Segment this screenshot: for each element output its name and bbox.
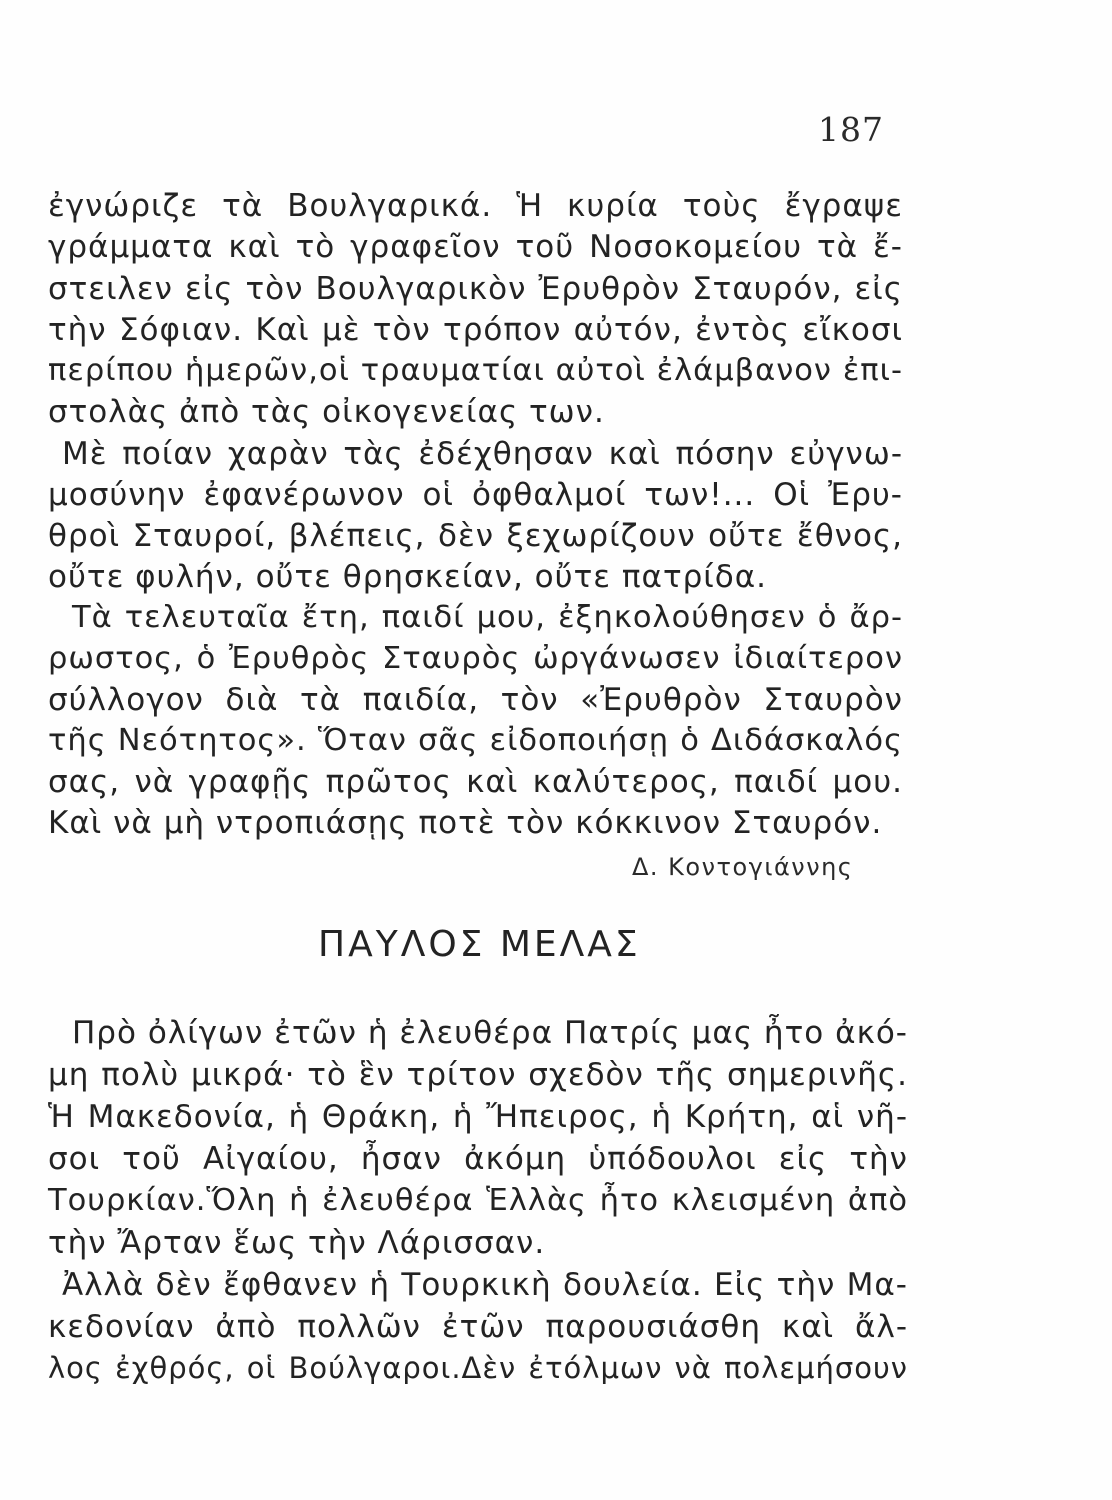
text-line: τὴν Σόφιαν. Καὶ μὲ τὸν τρόπον αὐτόν, ἐντὸς εἴκοσι bbox=[48, 312, 903, 348]
text-line: γράμματα καὶ τὸ γραφεῖον τοῦ Νοσοκομείου τὰ ἔ- bbox=[48, 229, 903, 265]
text-line: Πρὸ ὀλίγων ἐτῶν ἡ ἐλευθέρα Πατρίς μας ἦτο ἀκό- bbox=[72, 1015, 908, 1051]
section-title: ΠΑΥΛΟΣ ΜΕΛΑΣ bbox=[318, 924, 641, 965]
text-line: Καὶ νὰ μὴ ντροπιάσῃς ποτὲ τὸν κόκκινον Σταυρόν. bbox=[48, 805, 883, 841]
author-signature: Δ. Κοντογιάννης bbox=[632, 853, 854, 881]
text-line: σύλλογον διὰ τὰ παιδία, τὸν «Ἐρυθρὸν Σταυρὸν bbox=[48, 682, 903, 718]
text-line: θροὶ Σταυροί, βλέπεις, δὲν ξεχωρίζουν οὔτε ἔθνος, bbox=[48, 518, 903, 554]
text-line: Μὲ ποίαν χαρὰν τὰς ἐδέχθησαν καὶ πόσην εὐγνω- bbox=[62, 436, 903, 472]
text-line: στειλεν εἰς τὸν Βουλγαρικὸν Ἐρυθρὸν Σταυρόν, εἰς bbox=[48, 271, 903, 307]
text-line: περίπου ἡμερῶν,οἱ τραυματίαι αὐτοὶ ἐλάμβανον ἐπι- bbox=[48, 353, 903, 388]
text-line: Τουρκίαν.Ὅλη ἡ ἐλευθέρα Ἑλλὰς ἦτο κλεισμένη ἀπὸ bbox=[48, 1183, 908, 1218]
text-line: σας, νὰ γραφῇς πρῶτος καὶ καλύτερος, παιδί μου. bbox=[48, 764, 903, 800]
text-line: τὴν Ἄρταν ἕως τὴν Λάρισσαν. bbox=[48, 1225, 546, 1261]
text-line: στολὰς ἀπὸ τὰς οἰκογενείας των. bbox=[48, 394, 605, 430]
text-line: λος ἐχθρός, οἱ Βούλγαροι.Δὲν ἐτόλμων νὰ πολεμήσουν bbox=[48, 1351, 908, 1385]
text-line: οὔτε φυλήν, οὔτε θρησκείαν, οὔτε πατρίδα. bbox=[48, 559, 768, 595]
text-line: ἐγνώριζε τὰ Βουλγαρικά. Ἡ κυρία τοὺς ἔγραψε bbox=[48, 188, 903, 224]
text-line: ρωστος, ὁ Ἐρυθρὸς Σταυρὸς ὠργάνωσεν ἰδιαίτερον bbox=[48, 641, 903, 676]
text-line: μοσύνην ἐφανέρωνον οἱ ὀφθαλμοί των!... Οἱ Ἐρυ- bbox=[48, 477, 903, 513]
page-number: 187 bbox=[818, 110, 884, 149]
text-line: Ἡ Μακεδονία, ἡ Θράκη, ἡ Ἤπειρος, ἡ Κρήτη, αἱ νῆ- bbox=[48, 1099, 908, 1135]
text-line: σοι τοῦ Αἰγαίου, ἦσαν ἀκόμη ὑπόδουλοι εἰς τὴν bbox=[48, 1141, 908, 1177]
text-line: μη πολὺ μικρά· τὸ ἓν τρίτον σχεδὸν τῆς σημερινῆς. bbox=[48, 1057, 908, 1093]
text-line: τῆς Νεότητος». Ὅταν σᾶς εἰδοποιήσῃ ὁ Διδάσκαλός bbox=[48, 723, 903, 758]
text-line: Ἀλλὰ δὲν ἔφθανεν ἡ Τουρκικὴ δουλεία. Εἰς τὴν Μα- bbox=[62, 1267, 908, 1303]
text-line: Τὰ τελευταῖα ἔτη, παιδί μου, ἐξηκολούθησεν ὁ ἄρ- bbox=[72, 600, 903, 635]
text-line: κεδονίαν ἀπὸ πολλῶν ἐτῶν παρουσιάσθη καὶ ἄλ- bbox=[48, 1309, 908, 1345]
